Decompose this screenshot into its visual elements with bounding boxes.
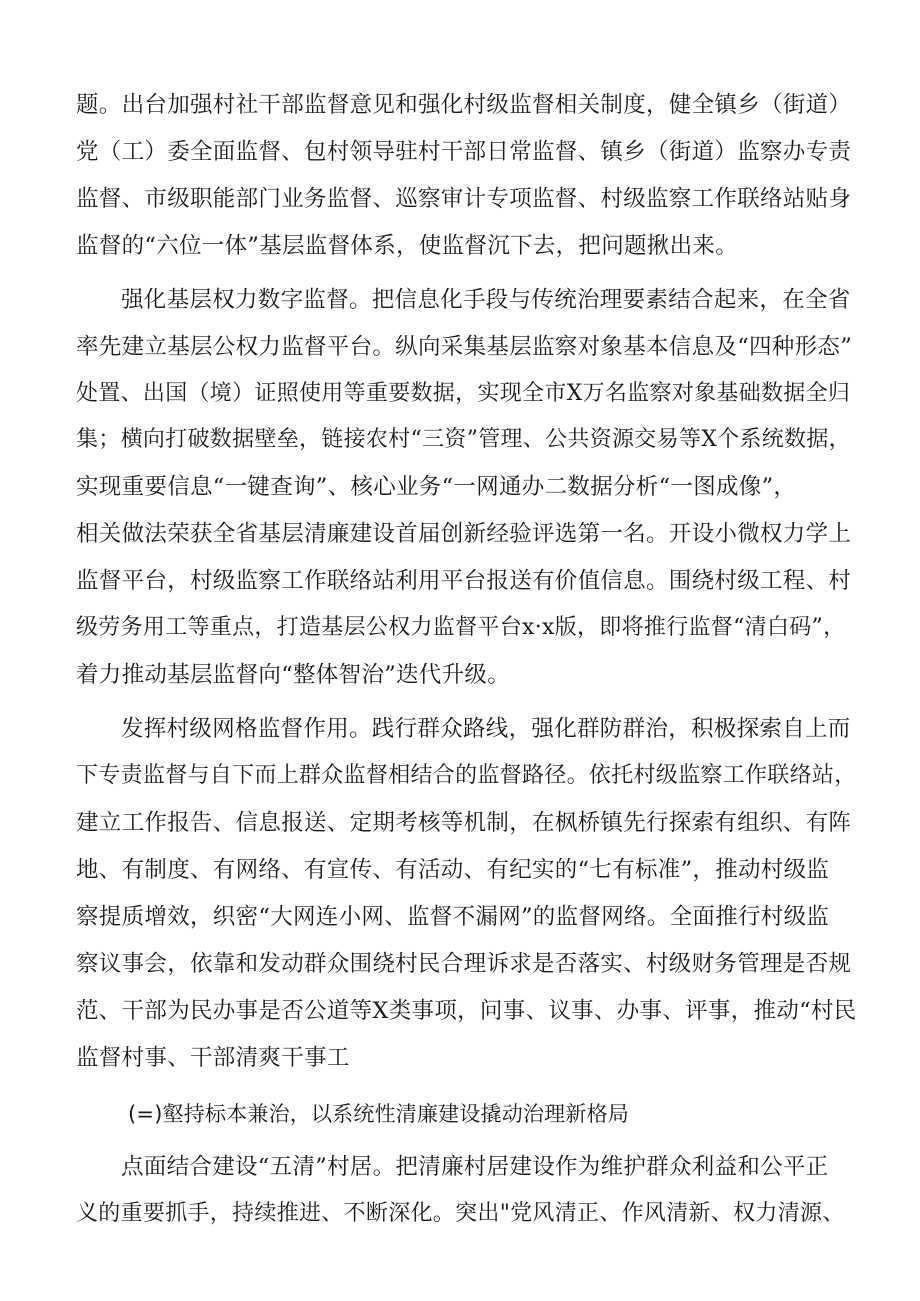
paragraph-1-line-3: 监督、市级职能部门业务监督、巡察审计专项监督、村级监察工作联络站贴身: [76, 186, 852, 212]
paragraph-3-line-8: 监督村事、干部清爽干事工: [76, 1045, 350, 1071]
paragraph-2-line-1: 强化基层权力数字监督。把信息化手段与传统治理要素结合起来，在全省: [121, 287, 851, 313]
paragraph-4-line-2: 义的重要抓手，持续推进、不断深化。突出"党风清正、作风清新、权力清源、: [76, 1201, 845, 1226]
paragraph-3-line-2: 下专责监督与自下而上群众监督相结合的监督路径。依托村级监察工作联络站，: [76, 763, 857, 788]
paragraph-2-line-6: 相关做法荣获全省基层清廉建设首届创新经验评选第一名。开设小微权力学上: [76, 521, 852, 547]
section-heading: (=)壑持标本兼治，以系统性清廉建设撬动治理新格局: [128, 1102, 629, 1126]
paragraph-3-line-4: 地、有制度、有网络、有宣传、有活动、有纪实的“七有标准”，推动村级监: [76, 857, 830, 883]
paragraph-2-line-3: 处置、出国（境）证照使用等重要数据，实现全市X万名监察对象基础数据全归: [76, 381, 851, 406]
paragraph-1-line-4: 监督的“六位一体”基层监督体系，使监督沉下去，把问题揪出来。: [76, 233, 739, 259]
paragraph-2-line-4: 集；横向打破数据壁垒，链接农村“三资”管理、公共资源交易等X个系统数据，: [76, 427, 851, 452]
paragraph-3-line-1: 发挥村级网格监督作用。践行群众路线，强化群防群治，积极探索自上而: [121, 716, 851, 742]
paragraph-4-line-1: 点面结合建设“五清”村居。把清廉村居建设作为维护群众利益和公平正: [121, 1154, 829, 1180]
paragraph-2-line-9: 着力推动基层监督向“整体智治”迭代升级。: [76, 662, 511, 688]
paragraph-3-line-7: 范、干部为民办事是否公道等X类事项，问事、议事、办事、评事，推动“村民: [76, 998, 857, 1024]
paragraph-1-line-2: 党（工）委全面监督、包村领导驻村干部日常监督、镇乡（街道）监察办专责: [76, 139, 852, 165]
paragraph-3-line-3: 建立工作报告、信息报送、定期考核等机制，在枫桥镇先行探索有组织、有阵: [76, 810, 852, 836]
paragraph-1-line-1: 题。出台加强村社干部监督意见和强化村级监督相关制度，健全镇乡（街道）: [76, 92, 852, 118]
paragraph-2-line-8: 级劳务用工等重点，打造基层公权力监督平台x·x版，即将推行监督“清白码”，: [76, 615, 846, 640]
paragraph-2-line-5: 实现重要信息“一键查询”、核心业务“一网通办二数据分析“一图成像”，: [76, 474, 797, 500]
paragraph-3-line-6: 察议事会，依靠和发动群众围绕村民合理诉求是否落实、村级财务管理是否规: [76, 951, 852, 977]
paragraph-3-line-5: 察提质增效，织密“大网连小网、监督不漏网”的监督网络。全面推行村级监: [76, 904, 830, 930]
paragraph-2-line-7: 监督平台，村级监察工作联络站利用平台报送有价值信息。围绕村级工程、村: [76, 568, 852, 594]
paragraph-2-line-2: 率先建立基层公权力监督平台。纵向采集基层监察对象基本信息及“四种形态”: [76, 334, 853, 360]
